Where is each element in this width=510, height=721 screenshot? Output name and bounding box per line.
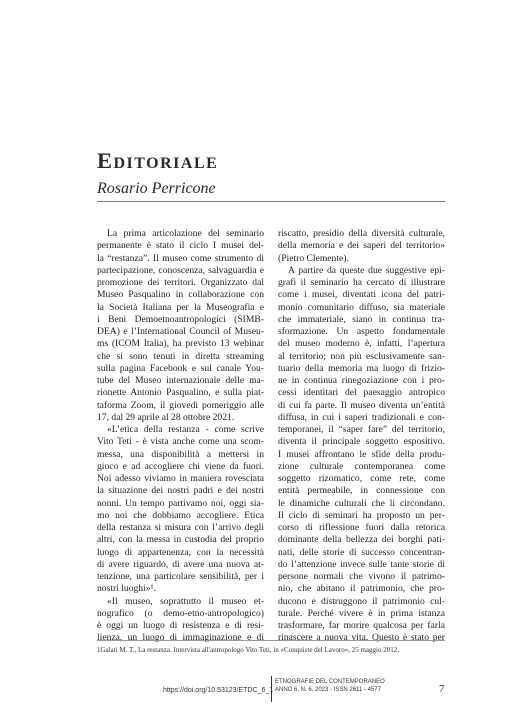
text-line: zione culturale contemporanea come <box>278 460 445 472</box>
text-line: al territorio; non più esclusivamente san- <box>278 350 445 362</box>
text-line: diventa il principale soggetto espositivo. <box>278 436 445 448</box>
text-line: luogo di appartenenza, con la necessità <box>97 546 264 558</box>
text-line: soggetto rizomatico, come rete, come <box>278 473 445 484</box>
journal-info <box>275 679 385 694</box>
text-line: le dinamiche culturali che li circondano. <box>278 497 445 509</box>
text-line: entità permeabile, in connessione con <box>278 485 445 497</box>
text-line: turale. Perché vivere è in prima istanza <box>278 607 445 619</box>
text-line: trasformare, far morire qualcosa per farla <box>278 620 445 631</box>
text-line: sformazione. Un aspetto fondamentale <box>278 326 445 337</box>
text-line: Il ciclo di seminari ha proposto un per- <box>278 509 445 521</box>
text-line: ne in continua rinegoziazione con i pro- <box>278 375 445 386</box>
text-line: che immateriale, siano in continua tra- <box>278 313 445 325</box>
text-line: la Società Italiana per la Museografia e <box>97 301 264 313</box>
text-line: ms (ICOM Italia), ha previsto 13 webinar <box>97 338 264 350</box>
article-author: Rosario Perricone <box>97 180 216 197</box>
text-line: I musei affrontano le sfide della produ- <box>278 448 445 460</box>
text-line: 17, dal 29 aprile al 28 ottobre 2021. <box>97 411 235 423</box>
text-line: temporanei, il “saper fare” del territorio, <box>278 424 445 435</box>
text-line: nografico (o demo-etno-antropologico) <box>97 607 264 619</box>
text-line: corso di riflessione fuori dalla retorica <box>278 522 445 533</box>
text-line: «L’etica della restanza - come scrive <box>107 424 264 435</box>
journal-title: ETNOGRAFIE DEL CONTEMPORANEO <box>275 679 385 685</box>
text-line: Museo Pasqualino in collaborazione con <box>97 289 264 301</box>
text-line: do l’attenzione invece sulle tante storie di <box>278 558 445 570</box>
text-line: sulla pagina Facebook e sul canale You- <box>97 362 264 374</box>
text-line: ducono e distruggono il patrimonio cul- <box>278 595 445 607</box>
text-line: di avere riguardo, di avere una nuova at- <box>97 558 264 570</box>
text-line: grafi il seminario ha cercato di illustrare <box>278 277 445 288</box>
footnote-divider <box>97 640 445 641</box>
text-line: nonni. Un tempo partivamo noi, oggi sia- <box>97 497 264 509</box>
text-line: della memoria e dei saperi del territorio» <box>278 240 445 252</box>
text-line: dominante della bellezza dei borghi pati- <box>278 534 445 546</box>
text-line: monio comunitario diffuso, sia materiale <box>278 301 445 313</box>
doi-link[interactable]: https://doi.org/10.53123/ETDC_6_1 <box>163 687 274 694</box>
text-line: del museo moderno è, infatti, l’apertura <box>278 338 445 350</box>
text-line: nati, delle storie di successo concentran- <box>278 546 445 558</box>
text-line: promozione dei territori. Organizzato dal <box>97 277 264 288</box>
text-line: nostri luoghi»¹. <box>97 583 156 595</box>
text-line: cessi identitari del paesaggio antropico <box>278 387 445 399</box>
text-line: della restanza si misura con l’arrivo degli <box>97 522 264 533</box>
text-line: diffusa, in cui i saperi tradizionali e con- <box>278 411 445 423</box>
text-line: Vito Teti - è vista anche come una scom- <box>97 436 264 448</box>
text-line: permanente è stato il ciclo I musei del- <box>97 240 264 252</box>
text-line: nio, che abitano il patrimonio, che pro- <box>278 583 445 595</box>
text-line: tube del Museo internazionale delle ma- <box>97 375 264 386</box>
text-line: che si sono tenuti in diretta streaming <box>97 350 264 362</box>
page-number: 7 <box>439 683 445 695</box>
text-line: gioco e ad accogliere chi viene da fuori. <box>97 460 264 472</box>
text-line: Noi adesso viviamo in maniera rovesciata <box>97 473 264 484</box>
journal-issue: ANNO 6, N. 6, 2023 - ISSN 2611 - 4577 <box>275 686 381 693</box>
body-column-right <box>278 228 445 645</box>
text-line: riscatto, presidio della diversità culturale, <box>278 228 445 239</box>
text-line: è oggi un luogo di resistenza e di resi- <box>97 620 264 631</box>
text-line: la “restanza”. Il museo come strumento di <box>97 252 264 264</box>
text-line: messa, una disponibilità a mettersi in <box>97 448 264 460</box>
text-line: rinascere a nuova vita. Questo è stato per <box>278 632 445 644</box>
text-line: (Pietro Clemente). <box>278 252 349 264</box>
footer-divider <box>271 676 272 702</box>
text-line: altri, con la messa in custodia del proprio <box>97 534 264 546</box>
text-line: mo noi che dobbiamo accogliere. Etica <box>97 509 264 521</box>
text-line: tuario della memoria ma luogo di frizio- <box>278 362 445 374</box>
text-line: di cui fa parte. Il museo diventa un’entità <box>278 399 445 411</box>
text-line: taforma Zoom, il giovedì pomeriggio alle <box>97 399 264 411</box>
text-line: A partire da queste due suggestive epi- <box>288 264 445 276</box>
text-line: DEA) e l’International Council of Museu- <box>97 326 264 337</box>
text-line: persone normali che vivono il patrimo- <box>278 571 445 582</box>
text-line: come i musei, diventati icona del patri- <box>278 289 445 301</box>
text-line: «Il museo, soprattutto il museo et- <box>107 595 264 607</box>
text-line: partecipazione, conoscenza, salvaguardia e <box>97 264 264 276</box>
article-heading: Editoriale <box>97 148 219 173</box>
text-line: rionette Antonio Pasqualino, e sulla piat- <box>97 387 264 399</box>
body-column-left <box>97 228 264 645</box>
text-line: i Beni Demoetnoantropologici (SIMB- <box>97 313 264 325</box>
footnote: 1Galati M. T., La restanza. Intervista all'antropologo Vito Teti, in «Conquiste del Lavoro», 25 maggio 2012. <box>97 646 399 654</box>
text-line: lienza, un luogo di immaginazione e di <box>97 632 264 644</box>
text-line: tenzione, una particolare sensibilità, per i <box>97 571 264 582</box>
text-line: La prima articolazione del seminario <box>107 228 264 239</box>
heading-divider <box>97 201 445 202</box>
text-line: la situazione dei nostri padri e dei nostri <box>97 485 264 497</box>
